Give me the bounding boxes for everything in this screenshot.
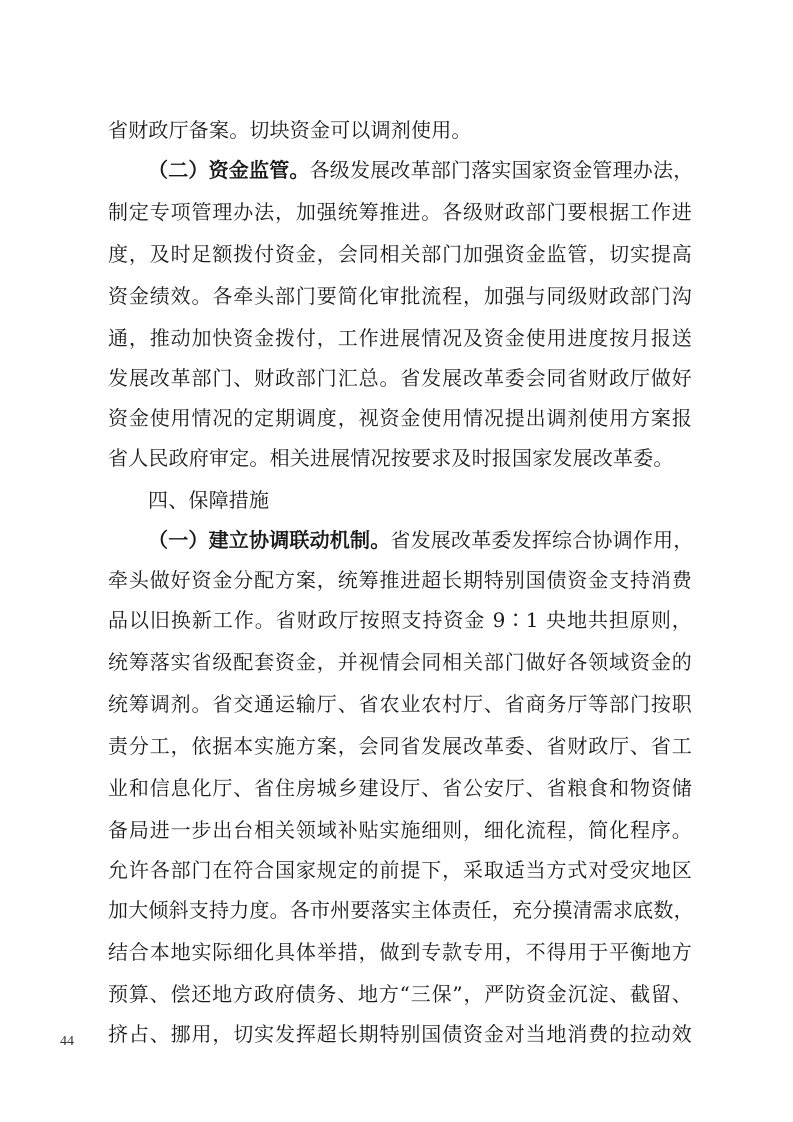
- paragraph-line: （一）建立协调联动机制。省发展改革委发挥综合协调作用，: [148, 528, 694, 552]
- paragraph-line: （二）资金监管。各级发展改革部门落实国家资金管理办法，: [148, 158, 694, 182]
- paragraph-line: 结合本地实际细化具体举措，做到专款专用，不得用于平衡地方: [108, 940, 692, 964]
- paragraph-line: 备局进一步出台相关领域补贴实施细则，细化流程，简化程序。: [108, 818, 692, 842]
- paragraph-line: 度，及时足额拨付资金，会同相关部门加强资金监管，切实提高: [108, 242, 692, 266]
- paragraph-line: 预算、偿还地方政府债务、地方“三保”，严防资金沉淀、截留、: [108, 982, 692, 1006]
- paragraph-line: 通，推动加快资金拨付，工作进展情况及资金使用进度按月报送: [108, 326, 692, 350]
- paragraph-line: 制定专项管理办法，加强统筹推进。各级财政部门要根据工作进: [108, 200, 692, 224]
- paragraph-line: 责分工，依据本实施方案，会同省发展改革委、省财政厅、省工: [108, 734, 692, 758]
- section-heading-funding-supervision: （二）资金监管。: [148, 158, 310, 182]
- paragraph-line: 统筹调剂。省交通运输厅、省农业农村厅、省商务厅等部门按职: [108, 692, 692, 716]
- paragraph-line: 发展改革部门、财政部门汇总。省发展改革委会同省财政厅做好: [108, 366, 692, 390]
- paragraph-line: 资金绩效。各牵头部门要简化审批流程，加强与同级财政部门沟: [108, 284, 692, 308]
- paragraph-line: 资金使用情况的定期调度，视资金使用情况提出调剂使用方案报: [108, 406, 692, 430]
- paragraph-line: 加大倾斜支持力度。各市州要落实主体责任，充分摸清需求底数，: [108, 898, 694, 922]
- section-heading-safeguards: 四、保障措施: [148, 488, 270, 512]
- section-heading-coordination-mechanism: （一）建立协调联动机制。: [148, 528, 391, 552]
- page-number: 44: [60, 1034, 74, 1049]
- paragraph-line: 允许各部门在符合国家规定的前提下，采取适当方式对受灾地区: [108, 858, 692, 882]
- paragraph-line: 牵头做好资金分配方案，统筹推进超长期特别国债资金支持消费: [108, 568, 692, 592]
- paragraph-line: 品以旧换新工作。省财政厅按照支持资金 9∶1 央地共担原则，: [108, 608, 692, 632]
- paragraph-line: 业和信息化厅、省住房城乡建设厅、省公安厅、省粮食和物资储: [108, 776, 692, 800]
- paragraph-line: 省财政厅备案。切块资金可以调剂使用。: [108, 118, 472, 142]
- paragraph-line: 省人民政府审定。相关进展情况按要求及时报国家发展改革委。: [108, 446, 674, 470]
- paragraph-line: 挤占、挪用，切实发挥超长期特别国债资金对当地消费的拉动效: [108, 1022, 692, 1046]
- paragraph-line: 统筹落实省级配套资金，并视情会同相关部门做好各领域资金的: [108, 650, 692, 674]
